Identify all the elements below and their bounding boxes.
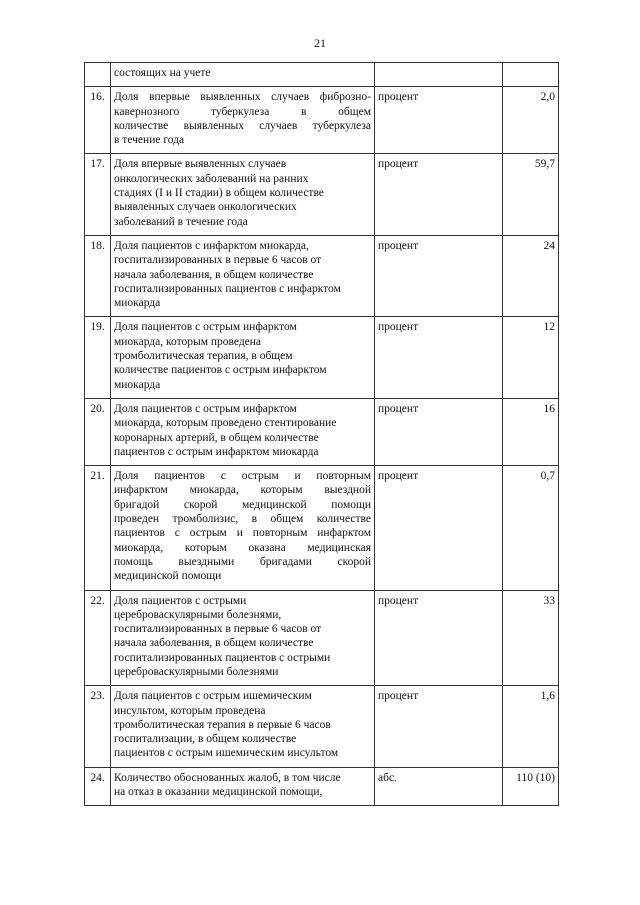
indicator-name bbox=[111, 154, 375, 235]
indicator-name-line: онкологических заболеваний на ранних bbox=[114, 172, 309, 185]
value-cell: 59,7 bbox=[503, 154, 559, 235]
indicator-name-line: количестве пациентов с острым инфарктом bbox=[114, 364, 327, 377]
indicator-name-line: цереброваскулярными болезнями bbox=[114, 665, 279, 678]
value-cell: 0,7 bbox=[503, 466, 559, 590]
unit-cell: процент bbox=[375, 398, 503, 465]
indicator-name-line: стадиях (I и II стадии) в общем количестве bbox=[114, 187, 324, 200]
row-number: 24. bbox=[85, 767, 111, 806]
indicator-name bbox=[111, 590, 375, 686]
indicator-name-line: миокарда, которым проведена bbox=[114, 335, 262, 348]
indicator-name-line: начала заболевания, в общем количестве bbox=[114, 637, 314, 650]
indicator-name-line: на отказ в оказании медицинской помощи, bbox=[114, 786, 323, 799]
table-row bbox=[85, 87, 559, 154]
indicator-name bbox=[111, 686, 375, 767]
indicator-name-line: Количество обоснованных жалоб, в том числе bbox=[114, 771, 341, 784]
indicator-name-line: госпитализированных пациентов с острыми bbox=[114, 651, 331, 664]
indicator-name-line: миокарда, которым проведено стентирование bbox=[114, 417, 337, 430]
indicator-name-line: госпитализации, в общем количестве bbox=[114, 733, 297, 746]
indicator-name bbox=[111, 398, 375, 465]
table-row bbox=[85, 466, 559, 590]
row-number: 22. bbox=[85, 590, 111, 686]
value-cell: 16 bbox=[503, 398, 559, 465]
indicator-name-line: пациентов с острым ишемическим инсультом bbox=[114, 747, 339, 760]
row-number: 17. bbox=[85, 154, 111, 235]
indicator-name-line: Доля пациентов с острым ишемическим bbox=[114, 690, 312, 703]
value-cell: 33 bbox=[503, 590, 559, 686]
row-number: 21. bbox=[85, 466, 111, 590]
indicator-name bbox=[111, 87, 375, 154]
indicator-name-line: Доля пациентов с острым и повторным bbox=[114, 470, 371, 483]
row-number: 20. bbox=[85, 398, 111, 465]
value-cell: 2,0 bbox=[503, 87, 559, 154]
indicator-name-line: инсультом, которым проведена bbox=[114, 704, 266, 717]
row-number: 19. bbox=[85, 317, 111, 398]
indicator-name-line: госпитализированных в первые 6 часов от bbox=[114, 254, 322, 267]
unit-cell: процент bbox=[375, 87, 503, 154]
indicator-name-line: госпитализированных в первые 6 часов от bbox=[114, 623, 322, 636]
indicator-name bbox=[111, 235, 375, 316]
indicator-name-line: Доля пациентов с острым инфарктом bbox=[114, 402, 297, 415]
indicator-name-line: в течение года bbox=[114, 134, 185, 147]
indicator-name-line: проведен тромболизис, в общем количестве bbox=[114, 513, 371, 526]
indicator-name-line: Доля пациентов с острым инфарктом bbox=[114, 321, 297, 334]
indicator-name-line: заболеваний в течение года bbox=[114, 215, 248, 228]
indicator-name-line: миокарда bbox=[114, 378, 161, 391]
page-number: 21 bbox=[314, 36, 326, 50]
indicator-name-line: миокарда bbox=[114, 297, 161, 310]
row-number: 16. bbox=[85, 87, 111, 154]
unit-cell: процент bbox=[375, 466, 503, 590]
indicator-name bbox=[111, 767, 375, 806]
indicator-name-line: медицинской помощи bbox=[114, 570, 222, 583]
indicator-name-line: цереброваскулярными болезнями, bbox=[114, 608, 282, 621]
indicator-name-line: коронарных артерий, в общем количестве bbox=[114, 431, 319, 444]
indicators-table bbox=[84, 62, 559, 806]
table-row bbox=[85, 590, 559, 686]
indicator-name-line: состоящих на учете bbox=[114, 67, 211, 79]
table-row bbox=[85, 767, 559, 806]
indicator-name-line: госпитализированных пациентов с инфарктом bbox=[114, 282, 341, 295]
indicator-name-line: Доля впервые выявленных случаев bbox=[114, 158, 287, 171]
table-row bbox=[85, 235, 559, 316]
table-row bbox=[85, 398, 559, 465]
table-row bbox=[85, 154, 559, 235]
value-cell: 110 (10) bbox=[503, 767, 559, 806]
indicator-name bbox=[111, 466, 375, 590]
unit-cell: процент bbox=[375, 317, 503, 398]
indicator-name-line: количестве выявленных случаев туберкулеза bbox=[114, 119, 371, 132]
row-number: 23. bbox=[85, 686, 111, 767]
table-row bbox=[85, 317, 559, 398]
indicator-name-line: инфарктом миокарда, которым выездной bbox=[114, 484, 371, 497]
indicator-name-line: помощь выездными бригадами скорой bbox=[114, 555, 371, 568]
unit-cell: процент bbox=[375, 154, 503, 235]
unit-cell: процент bbox=[375, 235, 503, 316]
indicator-name-line: миокарда, которым оказана медицинская bbox=[114, 541, 371, 554]
indicator-name-line: Доля пациентов с инфарктом миокарда, bbox=[114, 239, 309, 252]
indicator-name-line: тромболитическая терапия в первые 6 часов bbox=[114, 718, 331, 731]
table-row bbox=[85, 686, 559, 767]
value-cell: 24 bbox=[503, 235, 559, 316]
indicator-name-line: пациентов с острым и повторным инфарктом bbox=[114, 527, 371, 540]
row-number bbox=[85, 63, 111, 87]
indicator-name-line: Доля впервые выявленных случаев фиброзно- bbox=[114, 91, 371, 104]
indicator-name-line: выявленных случаев онкологических bbox=[114, 201, 297, 214]
value-cell: 1,6 bbox=[503, 686, 559, 767]
row-number: 18. bbox=[85, 235, 111, 316]
unit-cell: процент bbox=[375, 686, 503, 767]
table-row bbox=[85, 63, 559, 87]
indicator-name-line: кавернозного туберкулеза в общем bbox=[114, 105, 371, 118]
indicator-name-line: Доля пациентов с острыми bbox=[114, 594, 247, 607]
indicator-name bbox=[111, 63, 375, 87]
indicator-name-line: бригадой скорой медицинской помощи bbox=[114, 498, 371, 511]
unit-cell bbox=[375, 63, 503, 87]
value-cell bbox=[503, 63, 559, 87]
value-cell: 12 bbox=[503, 317, 559, 398]
indicator-name-line: начала заболевания, в общем количестве bbox=[114, 268, 314, 281]
unit-cell: абс. bbox=[375, 767, 503, 806]
unit-cell: процент bbox=[375, 590, 503, 686]
indicator-name-line: пациентов с острым инфарктом миокарда bbox=[114, 445, 319, 458]
indicator-name bbox=[111, 317, 375, 398]
indicator-name-line: тромболитическая терапия, в общем bbox=[114, 350, 293, 363]
